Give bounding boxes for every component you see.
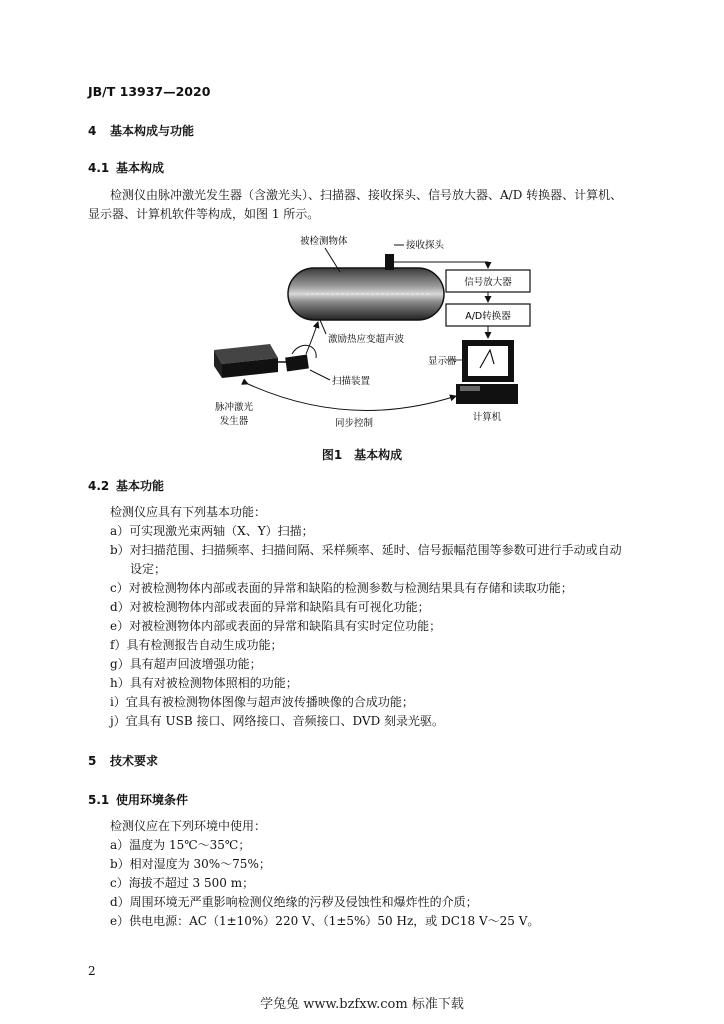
label-display: 显示器 bbox=[428, 356, 457, 367]
list-item: b）对扫描范围、扫描频率、扫描间隔、采样频率、延时、信号振幅范围等参数可进行手动或自动 bbox=[110, 543, 622, 557]
list-item: e）供电电源：AC（1±10%）220 V、（1±5%）50 Hz，或 DC18 V～25 V。 bbox=[110, 914, 540, 928]
probe-icon bbox=[385, 254, 394, 270]
label-laser-line1: 脉冲激光 bbox=[214, 402, 254, 413]
test-object bbox=[288, 268, 444, 320]
list-item: a）可实现激光束两轴（X、Y）扫描； bbox=[110, 524, 314, 538]
section-title: 基本功能 bbox=[116, 479, 165, 493]
list-item: j）宜具有 USB 接口、网络接口、音频接口、DVD 刻录光驱。 bbox=[110, 714, 445, 728]
display-icon bbox=[462, 340, 514, 382]
scanner-leader-line bbox=[310, 370, 330, 380]
list-item: c）对被检测物体内部或表面的异常和缺陷的检测参数与检测结果具有存储和读取功能； bbox=[110, 581, 573, 595]
section-5-1-heading bbox=[88, 791, 188, 808]
laser-generator-icon bbox=[214, 344, 278, 378]
list-item: i）宜具有被检测物体图像与超声波传播映像的合成功能； bbox=[110, 695, 414, 709]
paragraph-line: 检测仪由脉冲激光发生器（含激光头）、扫描器、接收探头、信号放大器、A/D 转换器、计算机、 bbox=[110, 188, 623, 202]
label-adc: A/D转换器 bbox=[465, 311, 511, 322]
scanner-icon bbox=[278, 345, 316, 371]
label-sync: 同步控制 bbox=[334, 418, 374, 429]
list-item: d）周围环境无严重影响检测仪绝缘的污秽及侵蚀性和爆炸性的介质； bbox=[110, 895, 478, 909]
list-item: b）相对湿度为 30%～75%； bbox=[110, 857, 271, 871]
label-object: 被检测物体 bbox=[300, 236, 348, 247]
section-number: 5.1 bbox=[88, 793, 110, 807]
list-item: c）海拔不超过 3 500 m； bbox=[110, 876, 255, 890]
laser-beam-line bbox=[306, 322, 318, 354]
label-laser-line2: 发生器 bbox=[219, 416, 249, 427]
section-number: 4 bbox=[88, 124, 97, 138]
section-5-heading bbox=[88, 752, 158, 769]
section-number: 4.1 bbox=[88, 161, 110, 175]
list-item: e）对被检测物体内部或表面的异常和缺陷具有实时定位功能； bbox=[110, 619, 442, 633]
connector-probe-amplifier bbox=[394, 262, 488, 268]
list-item: g）具有超声回波增强功能； bbox=[110, 657, 262, 671]
computer-icon bbox=[456, 384, 518, 404]
page-number: 2 bbox=[88, 964, 96, 978]
section-title: 使用环境条件 bbox=[116, 793, 189, 807]
label-computer: 计算机 bbox=[472, 412, 502, 423]
section-title: 基本构成 bbox=[116, 161, 165, 175]
section-title: 基本构成与功能 bbox=[110, 124, 195, 138]
label-scanner: 扫描装置 bbox=[332, 376, 371, 387]
list-item: a）温度为 15℃～35℃； bbox=[110, 838, 251, 852]
list-item: d）对被检测物体内部或表面的异常和缺陷具有可视化功能； bbox=[110, 600, 430, 614]
section-number: 5 bbox=[88, 754, 97, 768]
paragraph-line: 显示器、计算机软件等构成，如图 1 所示。 bbox=[88, 207, 320, 221]
paragraph-intro: 检测仪应在下列环境中使用： bbox=[110, 819, 267, 833]
label-amplifier: 信号放大器 bbox=[464, 277, 512, 288]
section-4-2-heading bbox=[88, 477, 164, 494]
label-wave: 激励热应变超声波 bbox=[328, 334, 405, 345]
list-item-continuation: 设定； bbox=[130, 562, 167, 576]
standard-id: JB/T 13937—2020 bbox=[88, 84, 211, 99]
label-probe: 接收探头 bbox=[406, 240, 445, 251]
list-item: f）具有检测报告自动生成功能； bbox=[110, 638, 283, 652]
wave-leader-line bbox=[320, 320, 326, 334]
sync-control-arc bbox=[248, 384, 456, 410]
section-number: 4.2 bbox=[88, 479, 110, 493]
paragraph-intro: 检测仪应具有下列基本功能： bbox=[110, 505, 267, 519]
figure-caption: 图1 基本构成 bbox=[321, 448, 403, 462]
list-item: h）具有对被检测物体照相的功能； bbox=[110, 676, 298, 690]
section-title: 技术要求 bbox=[110, 754, 159, 768]
footer-watermark: 学兔兔 www.bzfxw.com 标准下载 bbox=[260, 997, 464, 1012]
